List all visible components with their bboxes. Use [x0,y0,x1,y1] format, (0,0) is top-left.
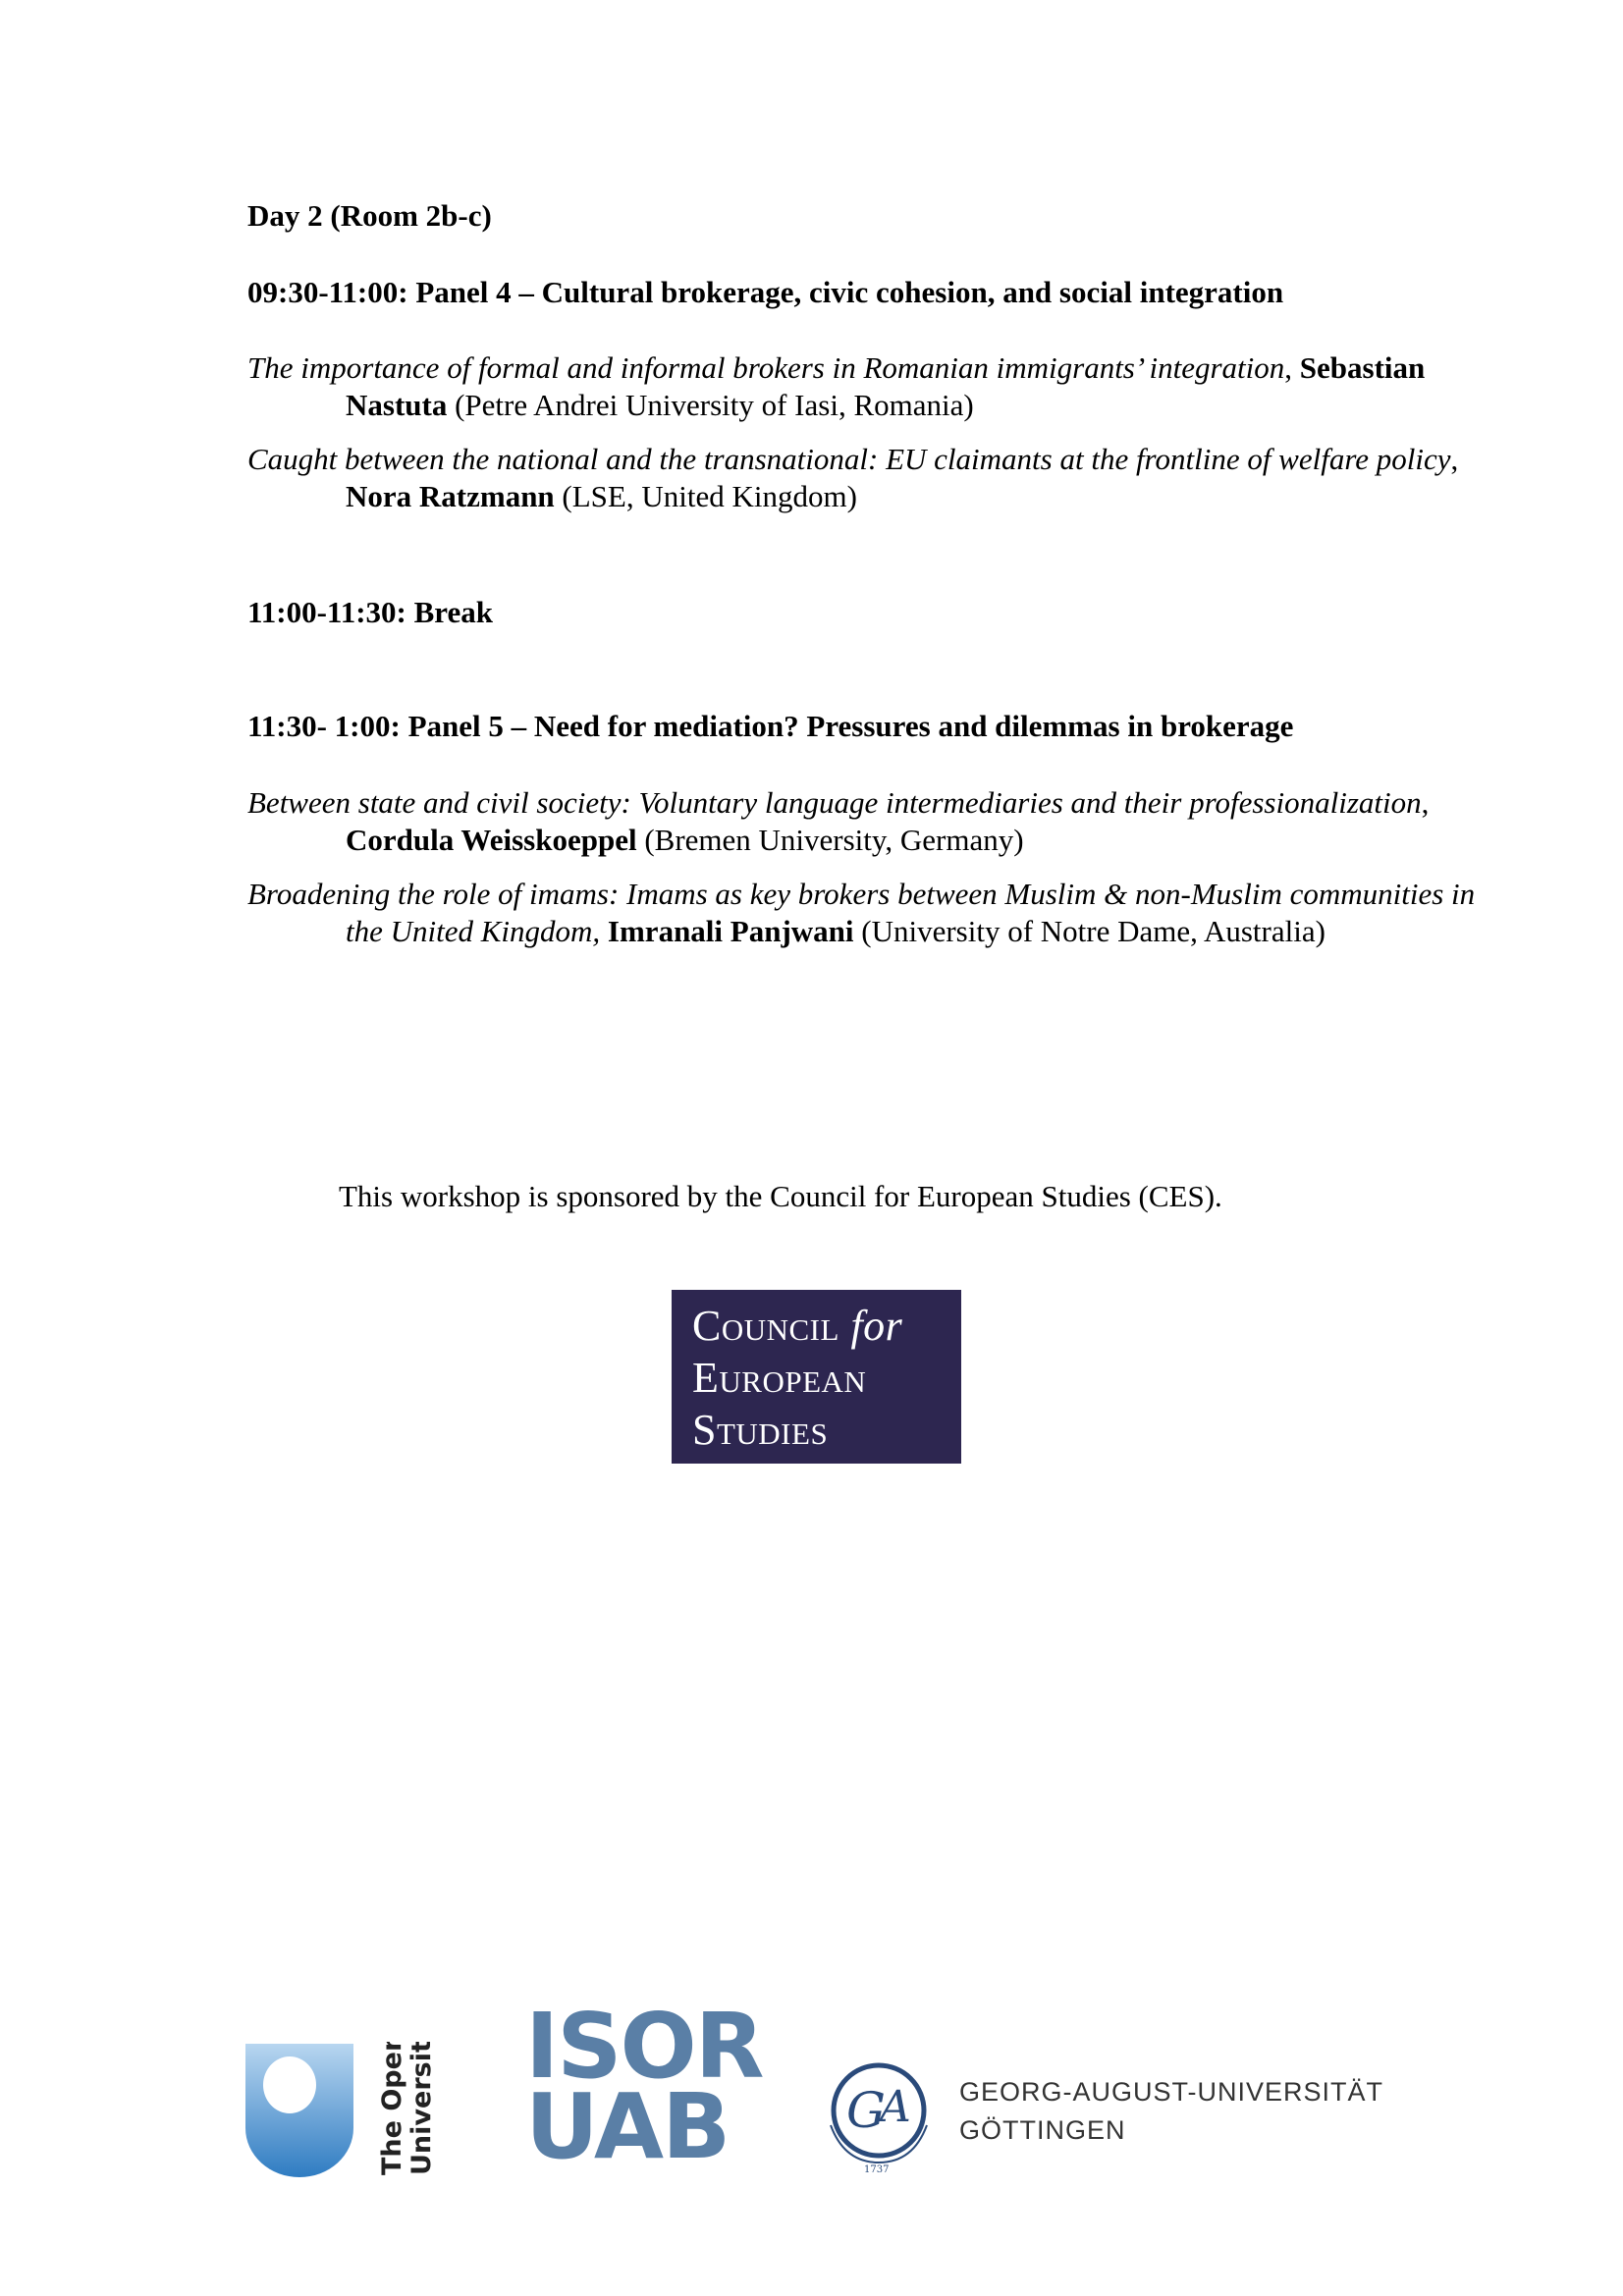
paper-affiliation: (Bremen University, Germany) [636,823,1024,857]
open-university-logo [243,2042,440,2179]
paper-affiliation: (Petre Andrei University of Iasi, Romania) [447,388,974,422]
isor-uab-logo: ISOR UAB [525,1994,763,2179]
ces-logo: Council for European Studies [672,1290,961,1464]
panel4-paper-2: Caught between the national and the transnational: EU claimants at the frontline of welfare policy, Nora Ratzmann (LSE, United Kingdom) [247,442,1459,513]
panel5-heading: 11:30- 1:00: Panel 5 – Need for mediation? Pressures and dilemmas in brokerage [247,709,1294,743]
panel4-paper-1: The importance of formal and informal brokers in Romanian immigrants’ integration, Sebastian Nastuta (Petre Andrei University of Iasi, Romania) [247,350,1426,422]
paper-author: Nora Ratzmann [346,479,555,513]
svg-text:The Open: The Open [377,2042,407,2175]
goettingen-logo: G A 1737 GEORG-AUGUST-UNIVERSITÄT GÖTTINGEN [825,2056,1384,2174]
paper-title: Caught between the national and the transnational: EU claimants at the frontline of welfare policy [247,442,1451,476]
day-heading: Day 2 (Room 2b-c) [247,198,492,233]
paper-title: Broadening the role of imams: Imams as key brokers between Muslim & non-Muslim communities in the United Kingdom, [247,877,1476,948]
paper-author: Sebastian Nastuta [346,350,1426,422]
paper-affiliation: (LSE, United Kingdom) [554,479,857,513]
svg-text:University: University [406,2042,437,2175]
svg-text:G: G [846,2082,886,2139]
paper-title: Between state and civil society: Voluntary language intermediaries and their professionalization [247,785,1422,820]
panel5-paper-1: Between state and civil society: Voluntary language intermediaries and their professionalization, Cordula Weisskoeppel (Bremen University, Germany) [247,785,1430,857]
paper-affiliation: (University of Notre Dame, Australia) [853,914,1325,948]
paper-title: The importance of formal and informal brokers in Romanian immigrants’ integration [247,350,1285,385]
open-university-shield-icon [243,2042,440,2179]
break-heading: 11:00-11:30: Break [247,595,493,629]
svg-text:1737: 1737 [864,2164,890,2174]
panel5-paper-2 [247,876,1514,950]
svg-text:A: A [880,2082,911,2132]
paper-author: Imranali Panjwani [607,914,854,948]
sponsor-statement: This workshop is sponsored by the Council for European Studies (CES). [339,1179,1222,1213]
panel4-heading: 09:30-11:00: Panel 4 – Cultural brokerage, civic cohesion, and social integration [247,275,1284,309]
goettingen-seal-icon [825,2056,938,2174]
paper-author: Cordula Weisskoeppel [346,823,637,857]
